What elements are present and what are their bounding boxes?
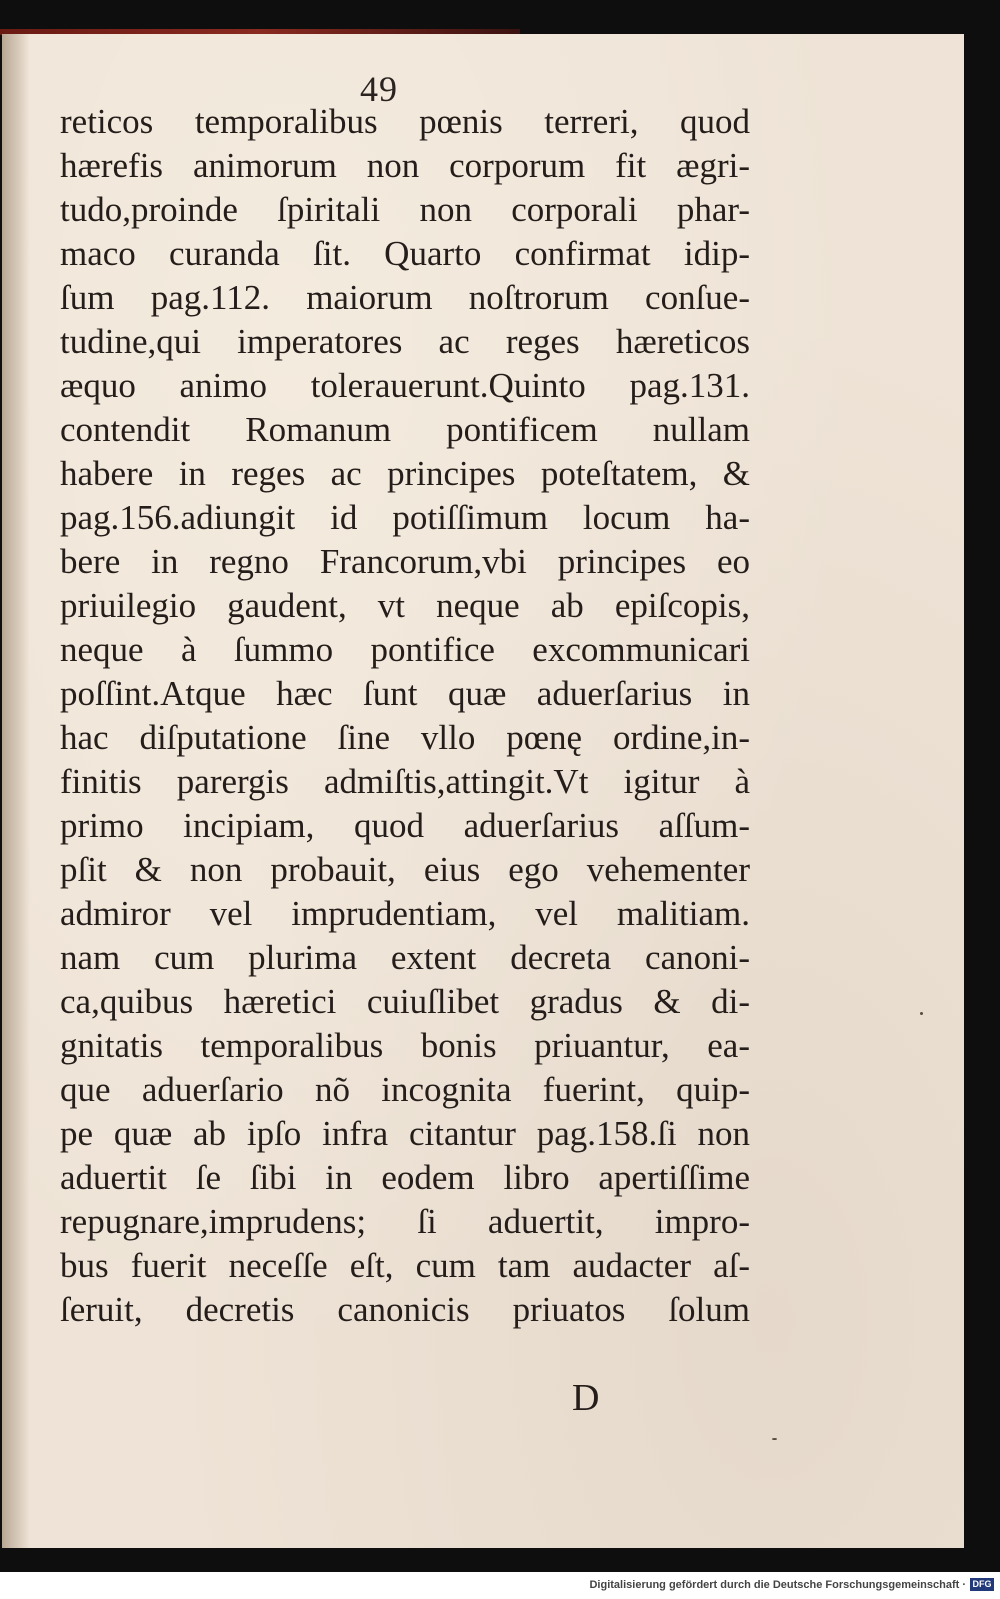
text-line: ſum pag.112. maiorum noſtrorum conſue- bbox=[60, 278, 750, 317]
page-number: 49 bbox=[360, 69, 398, 109]
text-line: contendit Romanum pontificem nullam bbox=[60, 410, 750, 449]
catchword: D bbox=[572, 1377, 600, 1419]
text-line: pe quæ ab ipſo infra citantur pag.158.ſi non bbox=[60, 1114, 750, 1153]
text-line: admiror vel imprudentiam, vel malitiam. bbox=[60, 894, 750, 933]
body-text bbox=[60, 100, 750, 1332]
text-line: poſſint.Atque hæc ſunt quæ aduerſarius in bbox=[60, 674, 750, 713]
text-line: hac diſputatione ſine vllo pœnę ordine,in- bbox=[60, 718, 750, 757]
text-line: priuilegio gaudent, vt neque ab epiſcopis, bbox=[60, 586, 750, 625]
text-line: bus fuerit neceſſe eſt, cum tam audacter aſ- bbox=[60, 1246, 750, 1285]
text-line: ca,quibus hæretici cuiuſlibet gradus & di- bbox=[60, 982, 750, 1021]
text-line: pſit & non probauit, eius ego vehementer bbox=[60, 850, 750, 889]
text-line: tudine,qui imperatores ac reges hæreticos bbox=[60, 322, 750, 361]
text-line: finitis parergis admiſtis,attingit.Vt igitur à bbox=[60, 762, 750, 801]
text-line: pag.156.adiungit id potiſſimum locum ha- bbox=[60, 498, 750, 537]
paper-speck bbox=[772, 1438, 777, 1440]
text-line: maco curanda ſit. Quarto confirmat idip- bbox=[60, 234, 750, 273]
text-line: bere in regno Francorum,vbi principes eo bbox=[60, 542, 750, 581]
text-line: primo incipiam, quod aduerſarius aſſum- bbox=[60, 806, 750, 845]
text-line: habere in reges ac principes poteſtatem, & bbox=[60, 454, 750, 493]
text-line: reticos temporalibus pœnis terreri, quod bbox=[60, 102, 750, 141]
text-line: æquo animo tolerauerunt.Quinto pag.131. bbox=[60, 366, 750, 405]
text-line: gnitatis temporalibus bonis priuantur, ea- bbox=[60, 1026, 750, 1065]
text-line: que aduerſario nõ incognita fuerint, quip- bbox=[60, 1070, 750, 1109]
text-line: ſeruit, decretis canonicis priuatos ſolum bbox=[60, 1290, 750, 1329]
funding-credit: Digitalisierung gefördert durch die Deutsche Forschungsgemeinschaft · bbox=[589, 1579, 966, 1591]
text-line: tudo,proinde ſpiritali non corporali phar- bbox=[60, 190, 750, 229]
paper-speck bbox=[920, 1012, 923, 1015]
text-line: hærefis animorum non corporum fit ægri- bbox=[60, 146, 750, 185]
text-line: nam cum plurima extent decreta canoni- bbox=[60, 938, 750, 977]
page-binding-shadow bbox=[2, 34, 30, 1548]
dfg-logo: DFG bbox=[970, 1578, 994, 1591]
text-line: aduertit ſe ſibi in eodem libro apertiſſime bbox=[60, 1158, 750, 1197]
text-line: neque à ſummo pontifice excommunicari bbox=[60, 630, 750, 669]
text-line: repugnare,imprudens; ſi aduertit, impro- bbox=[60, 1202, 750, 1241]
